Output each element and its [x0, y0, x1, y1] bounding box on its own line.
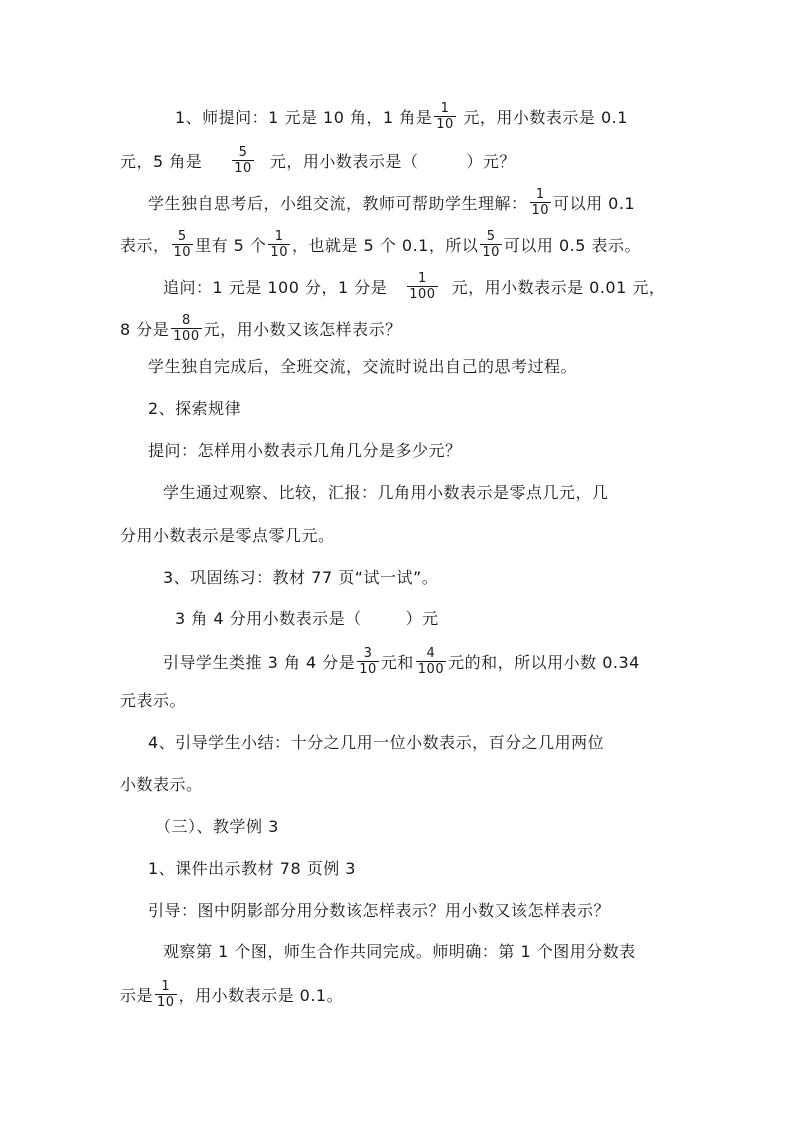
- text-segment: 4、引导学生小结：十分之几用一位小数表示，百分之几用两位: [148, 733, 605, 752]
- fraction: [530, 187, 552, 218]
- fraction: [357, 646, 379, 677]
- section-heading: [148, 858, 356, 880]
- text-segment: 8 分是: [120, 320, 170, 339]
- fraction: [416, 646, 446, 677]
- text-segment: 小数表示。: [120, 775, 203, 794]
- paragraph-line: [148, 356, 577, 378]
- text-segment: 引导学生类推 3 角 4 分是: [163, 653, 356, 672]
- paragraph-line: [120, 981, 343, 1012]
- denominator: 10: [531, 203, 550, 218]
- fraction: [434, 101, 456, 132]
- text-segment: 分用小数表示是零点零几元。: [120, 526, 335, 545]
- section-heading: [155, 816, 279, 838]
- text-segment: 3、巩固练习：教材 77 页“试一试”。: [163, 568, 439, 587]
- section-heading: [148, 398, 241, 420]
- paragraph-line: [175, 608, 439, 630]
- text-segment: 提问：怎样用小数表示几角几分是多少元？: [148, 441, 462, 460]
- text-segment: ）元: [405, 609, 439, 628]
- numerator: 5: [480, 229, 502, 245]
- denominator: 10: [436, 117, 454, 132]
- fraction: [268, 229, 290, 260]
- numerator: 1: [407, 271, 437, 287]
- text-segment: 元和: [380, 653, 414, 672]
- text-segment: 元，用小数表示是（: [269, 152, 419, 171]
- denominator: 10: [270, 245, 288, 260]
- text-segment: 学生独自思考后，小组交流，教师可帮助学生理解：: [148, 194, 528, 213]
- text-segment: 学生独自完成后，全班交流，交流时说出自己的思考过程。: [148, 357, 578, 376]
- text-segment: 可以用 0.5 表示。: [503, 236, 642, 255]
- section-heading: [163, 567, 438, 589]
- text-segment: 1、师提问：1 元是 10 角，1 角是: [175, 108, 433, 127]
- text-segment: 元，用小数表示是 0.01 元，: [451, 278, 666, 297]
- denominator: 100: [173, 329, 200, 344]
- paragraph-line: [120, 231, 641, 262]
- denominator: 10: [157, 995, 175, 1010]
- section-heading: [148, 732, 604, 754]
- numerator: 1: [530, 187, 552, 203]
- denominator: 10: [482, 245, 500, 260]
- numerator: 3: [357, 646, 379, 662]
- text-segment: 里有 5 个: [195, 236, 267, 255]
- paragraph-line: [163, 273, 665, 304]
- fraction: [172, 229, 194, 260]
- paragraph-line: [120, 690, 186, 712]
- paragraph-line: [175, 103, 628, 134]
- text-segment: 观察第 1 个图，师生合作共同完成。师明确：第 1 个图用分数表: [163, 942, 636, 961]
- text-segment: 3 角 4 分用小数表示是（: [175, 609, 362, 628]
- denominator: 100: [409, 287, 436, 302]
- text-segment: ，也就是 5 个 0.1，所以: [291, 236, 479, 255]
- paragraph-line: [120, 525, 335, 547]
- paragraph-line: [163, 482, 609, 504]
- text-segment: 元，用小数表示是 0.1: [457, 108, 628, 127]
- text-segment: （三）、教学例 3: [155, 817, 279, 836]
- fraction: [232, 145, 254, 176]
- paragraph-line: [120, 315, 402, 346]
- denominator: 10: [359, 662, 377, 677]
- text-segment: 学生通过观察、比较，汇报：几角用小数表示是零点几元，几: [163, 483, 609, 502]
- denominator: 10: [234, 161, 252, 176]
- paragraph-line: [148, 900, 610, 922]
- text-segment: ，用小数表示是 0.1。: [178, 986, 344, 1005]
- text-segment: 元表示。: [120, 691, 187, 710]
- text-segment: 示是: [120, 986, 154, 1005]
- text-segment: 元，用小数又该怎样表示？: [203, 320, 402, 339]
- text-segment: 引导：图中阴影部分用分数该怎样表示？用小数又该怎样表示？: [148, 901, 611, 920]
- paragraph-line: [148, 189, 635, 220]
- numerator: 5: [172, 229, 194, 245]
- text-segment: 可以用 0.1: [553, 194, 636, 213]
- text-segment: 2、探索规律: [148, 399, 242, 418]
- text-segment: 表示，: [120, 236, 170, 255]
- fraction: [155, 979, 177, 1010]
- numerator: 1: [268, 229, 290, 245]
- paragraph-line: [163, 648, 640, 679]
- text-segment: 元的和，所以用小数 0.34: [448, 653, 640, 672]
- fraction: [480, 229, 502, 260]
- paragraph-line: [148, 440, 462, 462]
- numerator: 4: [416, 646, 446, 662]
- text-segment: 元，5 角是: [120, 152, 203, 171]
- fraction: [407, 271, 437, 302]
- numerator: 1: [434, 101, 456, 117]
- paragraph-line: [120, 147, 516, 178]
- numerator: 5: [232, 145, 254, 161]
- text-segment: 1、课件出示教材 78 页例 3: [148, 859, 356, 878]
- numerator: 8: [171, 313, 201, 329]
- denominator: 100: [417, 662, 445, 677]
- text-segment: ）元？: [466, 152, 516, 171]
- numerator: 1: [155, 979, 177, 995]
- text-segment: 追问：1 元是 100 分，1 分是: [163, 278, 388, 297]
- fraction: [171, 313, 201, 344]
- paragraph-line: [163, 941, 636, 963]
- paragraph-line: [120, 774, 203, 796]
- denominator: 10: [173, 245, 192, 260]
